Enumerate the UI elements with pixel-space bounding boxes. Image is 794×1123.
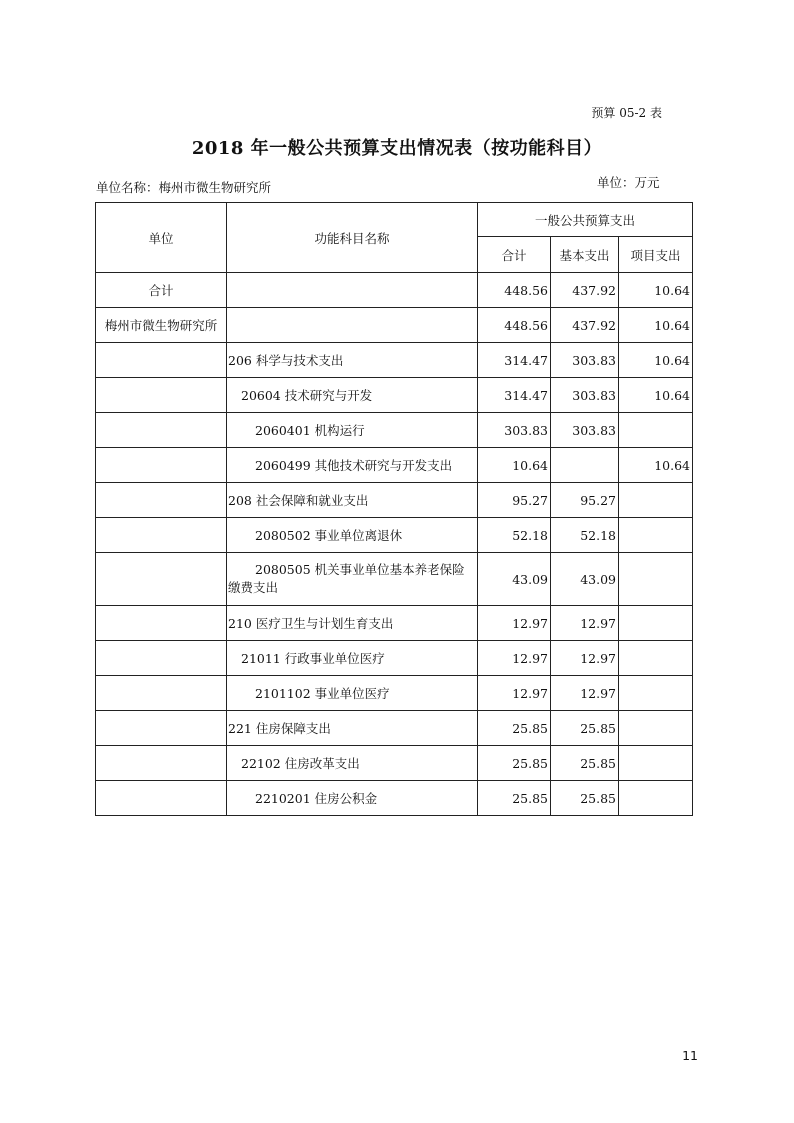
basic-cell: 25.85 — [551, 746, 619, 781]
doc-code: 预算 05-2 表 — [591, 106, 662, 120]
subject-cell: 206 科学与技术支出 — [227, 343, 478, 378]
table-row — [96, 641, 693, 676]
project-cell: 10.64 — [619, 308, 693, 343]
project-cell — [619, 711, 693, 746]
page-number: 11 — [682, 1048, 698, 1063]
total-cell: 303.83 — [478, 413, 551, 448]
total-cell: 52.18 — [478, 518, 551, 553]
unit-cell — [96, 343, 227, 378]
total-cell: 448.56 — [478, 273, 551, 308]
table-row — [96, 483, 693, 518]
header-group: 一般公共预算支出 — [478, 203, 693, 237]
table-row — [96, 781, 693, 816]
table-header-row — [96, 203, 693, 237]
subject-cell — [227, 553, 478, 606]
basic-cell: 43.09 — [551, 553, 619, 606]
basic-cell: 437.92 — [551, 308, 619, 343]
header-total: 合计 — [478, 237, 551, 273]
basic-cell: 25.85 — [551, 781, 619, 816]
table-row — [96, 518, 693, 553]
unit-cell — [96, 746, 227, 781]
unit-cell — [96, 448, 227, 483]
basic-cell: 95.27 — [551, 483, 619, 518]
total-cell: 314.47 — [478, 378, 551, 413]
total-cell: 43.09 — [478, 553, 551, 606]
table-row — [96, 448, 693, 483]
header-basic: 基本支出 — [551, 237, 619, 273]
subject-cell — [227, 273, 478, 308]
unit-cell — [96, 606, 227, 641]
table-row — [96, 746, 693, 781]
header-subject: 功能科目名称 — [227, 203, 478, 273]
unit-cell — [96, 378, 227, 413]
project-cell: 10.64 — [619, 448, 693, 483]
subject-cell: 2060401 机构运行 — [227, 413, 478, 448]
total-cell: 12.97 — [478, 676, 551, 711]
unit-cell: 合计 — [96, 273, 227, 308]
basic-cell: 303.83 — [551, 413, 619, 448]
total-cell: 314.47 — [478, 343, 551, 378]
unit-cell — [96, 518, 227, 553]
table-row — [96, 273, 693, 308]
table-row — [96, 378, 693, 413]
page-title: 2018 年一般公共预算支出情况表（按功能科目） — [191, 138, 603, 159]
subject-cell: 20604 技术研究与开发 — [227, 378, 478, 413]
unit-cell — [96, 553, 227, 606]
unit-name: 单位名称：梅州市微生物研究所 — [96, 180, 272, 195]
total-cell: 12.97 — [478, 606, 551, 641]
basic-cell: 12.97 — [551, 606, 619, 641]
basic-cell: 303.83 — [551, 343, 619, 378]
project-cell — [619, 553, 693, 606]
subject-cell: 21011 行政事业单位医疗 — [227, 641, 478, 676]
subject-cell: 2101102 事业单位医疗 — [227, 676, 478, 711]
basic-cell: 52.18 — [551, 518, 619, 553]
subject-cell: 22102 住房改革支出 — [227, 746, 478, 781]
unit-cell — [96, 641, 227, 676]
unit-cell: 梅州市微生物研究所 — [96, 308, 227, 343]
subject-cell: 2210201 住房公积金 — [227, 781, 478, 816]
project-cell — [619, 746, 693, 781]
unit-cell — [96, 483, 227, 518]
total-cell: 448.56 — [478, 308, 551, 343]
table-row — [96, 553, 693, 606]
subject-cell — [227, 308, 478, 343]
table-row — [96, 413, 693, 448]
table-row — [96, 676, 693, 711]
subject-cell: 2060499 其他技术研究与开发支出 — [227, 448, 478, 483]
project-cell: 10.64 — [619, 343, 693, 378]
unit-cell — [96, 413, 227, 448]
total-cell: 25.85 — [478, 746, 551, 781]
subject-cell: 221 住房保障支出 — [227, 711, 478, 746]
total-cell: 95.27 — [478, 483, 551, 518]
basic-cell: 12.97 — [551, 641, 619, 676]
basic-cell — [551, 448, 619, 483]
project-cell — [619, 641, 693, 676]
total-cell: 12.97 — [478, 641, 551, 676]
subject-cell: 2080502 事业单位离退休 — [227, 518, 478, 553]
total-cell: 10.64 — [478, 448, 551, 483]
project-cell — [619, 518, 693, 553]
project-cell — [619, 413, 693, 448]
unit-cell — [96, 711, 227, 746]
subject-cell: 208 社会保障和就业支出 — [227, 483, 478, 518]
project-cell: 10.64 — [619, 273, 693, 308]
project-cell — [619, 483, 693, 518]
basic-cell: 25.85 — [551, 711, 619, 746]
project-cell — [619, 606, 693, 641]
table-row — [96, 343, 693, 378]
table-row — [96, 606, 693, 641]
table-row — [96, 308, 693, 343]
basic-cell: 437.92 — [551, 273, 619, 308]
basic-cell: 303.83 — [551, 378, 619, 413]
header-project: 项目支出 — [619, 237, 693, 273]
currency-unit-label: 单位：万元 — [597, 175, 660, 190]
subject-text: 2080505 机关事业单位基本养老保险缴费支出 — [228, 561, 465, 595]
project-cell — [619, 676, 693, 711]
unit-cell — [96, 676, 227, 711]
header-unit: 单位 — [96, 203, 227, 273]
budget-table — [95, 202, 693, 816]
unit-cell — [96, 781, 227, 816]
project-cell — [619, 781, 693, 816]
table-row — [96, 711, 693, 746]
basic-cell: 12.97 — [551, 676, 619, 711]
total-cell: 25.85 — [478, 781, 551, 816]
total-cell: 25.85 — [478, 711, 551, 746]
project-cell: 10.64 — [619, 378, 693, 413]
subject-cell: 210 医疗卫生与计划生育支出 — [227, 606, 478, 641]
